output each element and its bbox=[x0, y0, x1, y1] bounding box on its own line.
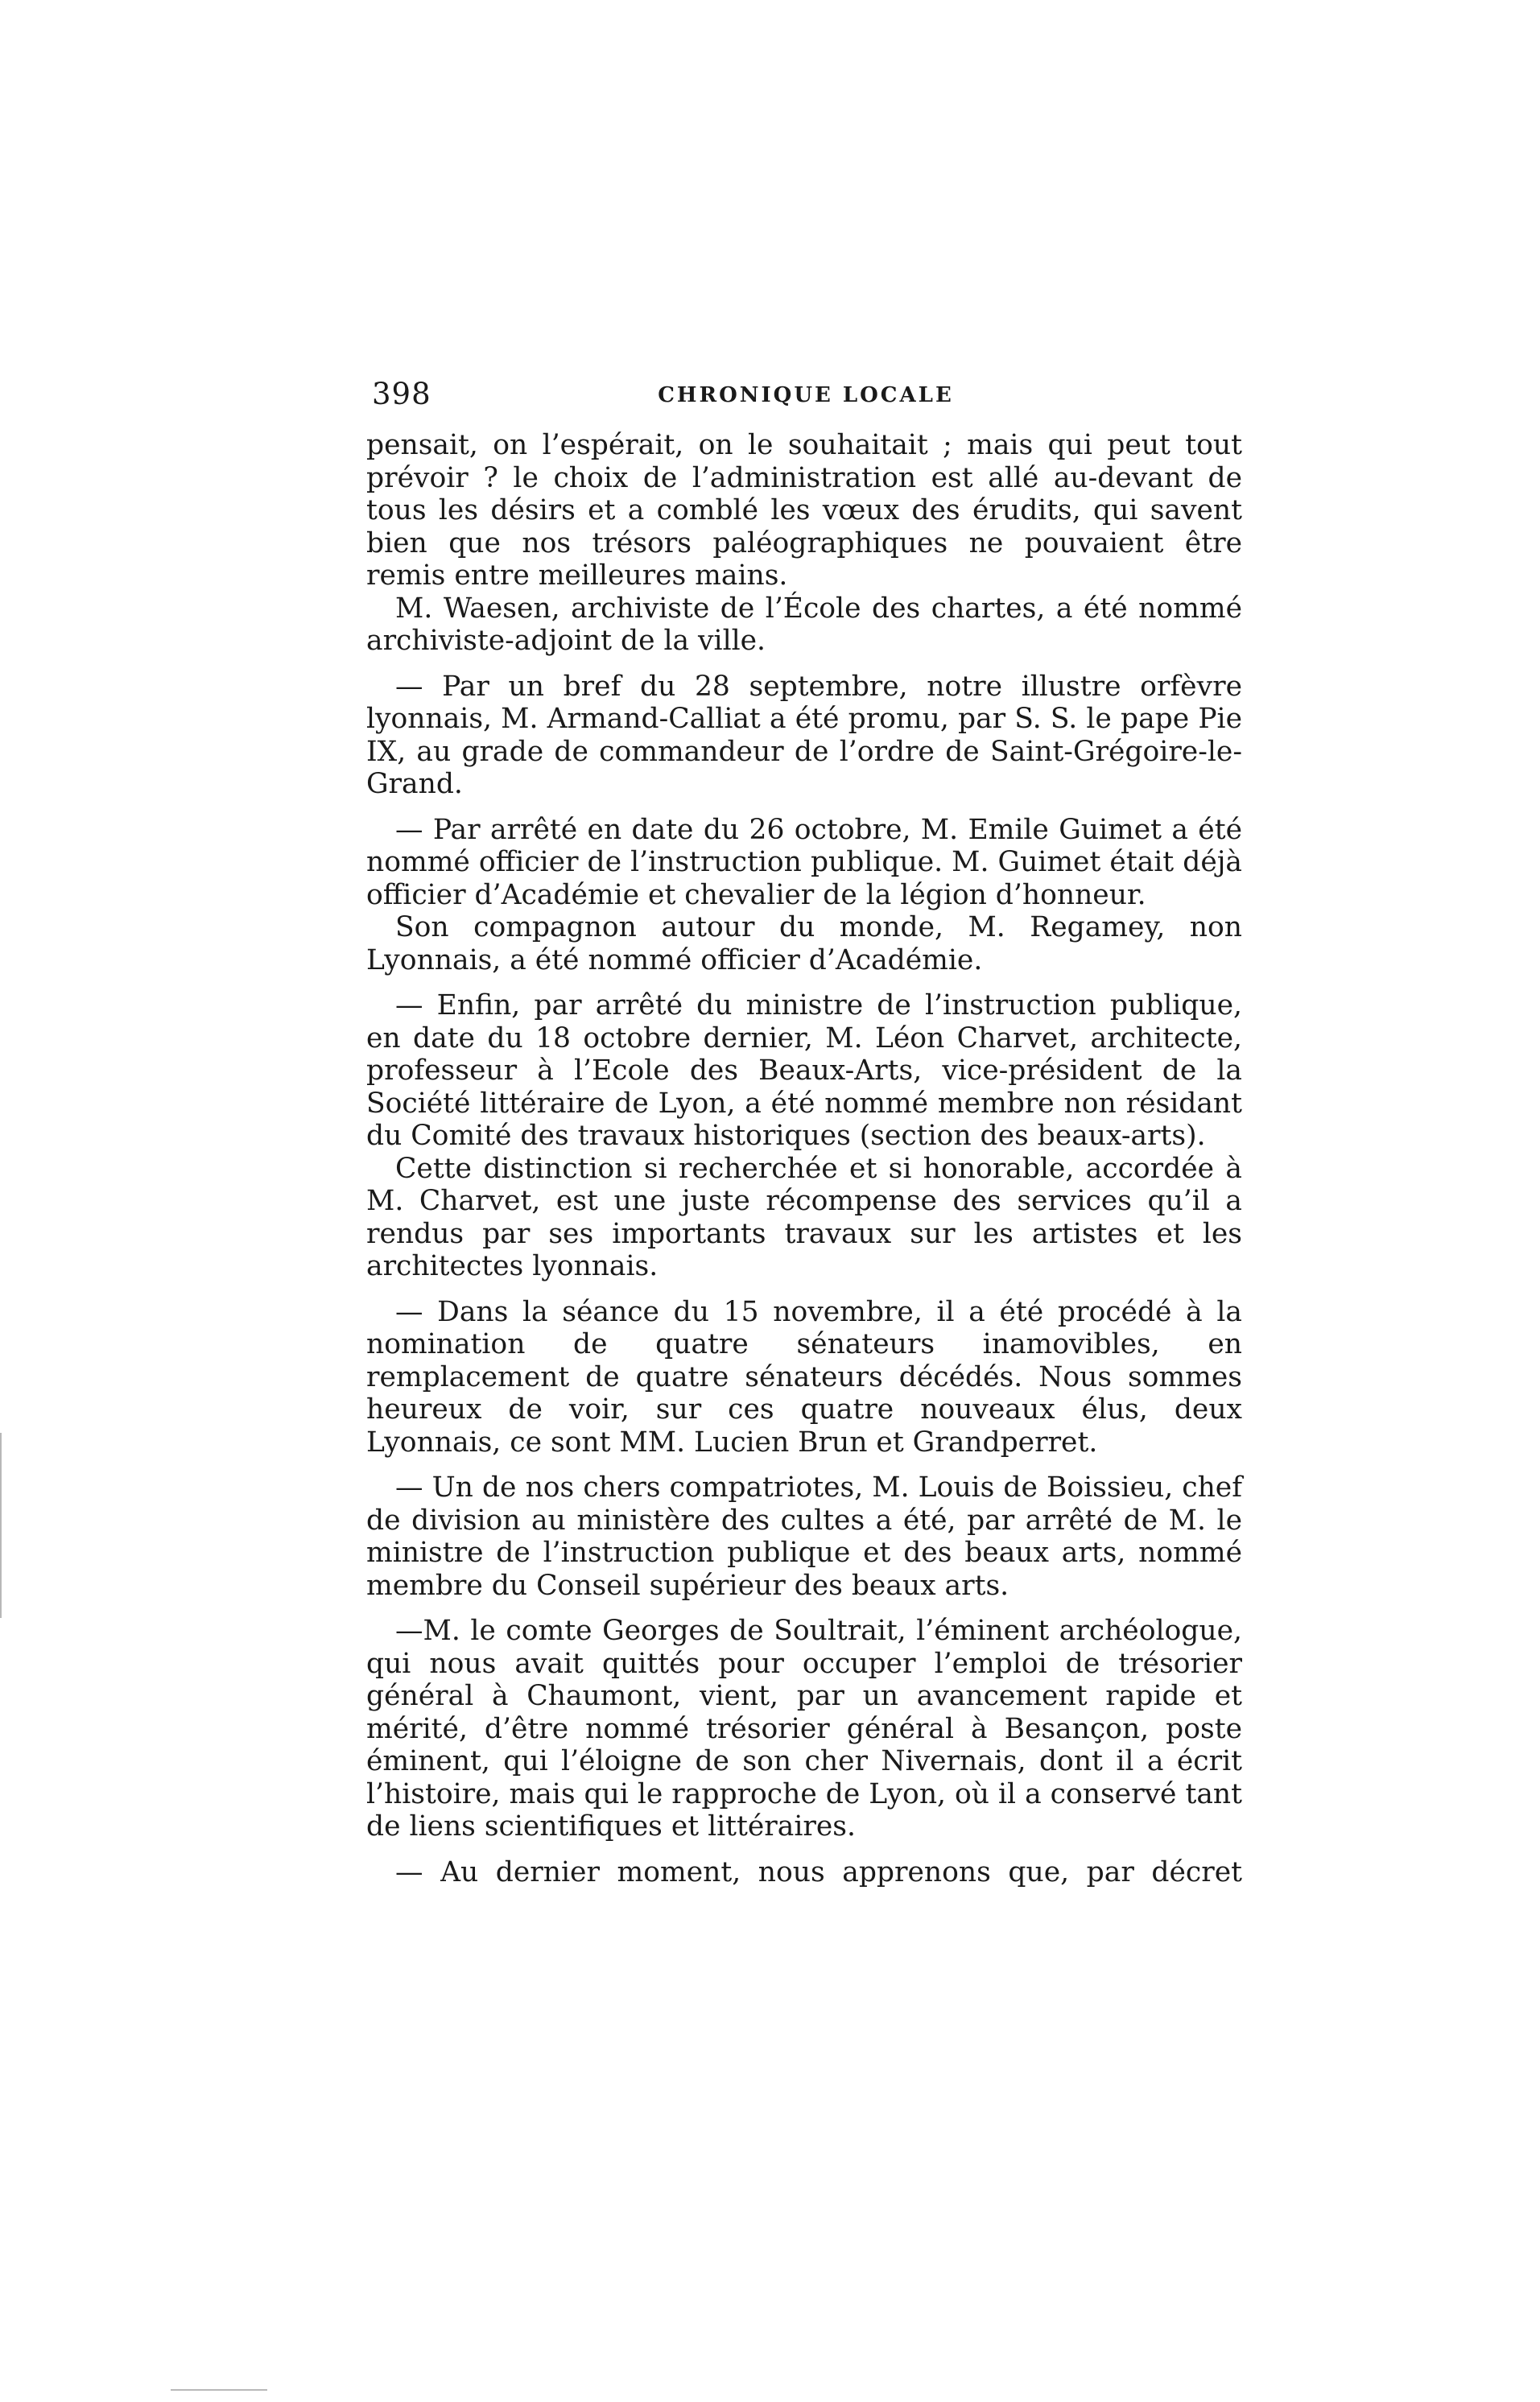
paragraph-7: Cette distinction si recherchée et si honorable, accordée à M. Charvet, est une juste récompense des services qu’il a rendus par ses importants travaux sur les artistes et les architectes lyonnais. bbox=[366, 1152, 1242, 1282]
paragraph-1: pensait, on l’espérait, on le souhaitait ; mais qui peut tout prévoir ? le choix de l’administration est allé au-devant de tous les désirs et a comblé les vœux des érudits, qui savent bien que nos trésors paléographiques ne pouvaient être remis entre meilleures mains. bbox=[366, 429, 1242, 592]
paragraph-5: Son compagnon autour du monde, M. Regamey, non Lyonnais, a été nommé officier d’Académie. bbox=[366, 911, 1242, 976]
paragraph-3: — Par un bref du 28 septembre, notre illustre orfèvre lyonnais, M. Armand-Calliat a été promu, par S. S. le pape Pie IX, au grade de commandeur de l’ordre de Saint-Grégoire-le-Grand. bbox=[366, 670, 1242, 800]
paragraph-10: —M. le comte Georges de Soultrait, l’éminent archéologue, qui nous avait quittés pour occuper l’emploi de trésorier général à Chaumont, vient, par un avancement rapide et mérité, d’être nommé trésorier général à Besançon, poste éminent, qui l’éloigne de son cher Nivernais, dont il a écrit l’histoire, mais qui le rapproche de Lyon, où il a conservé tant de liens scientifiques et littéraires. bbox=[366, 1615, 1242, 1843]
paragraph-11: — Au dernier moment, nous apprenons que, par décret bbox=[395, 1855, 1242, 1888]
page-number: 398 bbox=[372, 377, 431, 411]
body-text bbox=[366, 429, 1242, 1888]
page-header bbox=[372, 377, 1240, 417]
paragraph-2: M. Waesen, archiviste de l’École des chartes, a été nommé archiviste-adjoint de la ville. bbox=[366, 592, 1242, 657]
running-title: CHRONIQUE LOCALE bbox=[658, 383, 954, 407]
margin-scan-mark-left bbox=[0, 1433, 2, 1618]
paragraph-4: — Par arrêté en date du 26 octobre, M. Emile Guimet a été nommé officier de l’instruction publique. M. Guimet était déjà officier d’Académie et chevalier de la légion d’honneur. bbox=[366, 813, 1242, 911]
margin-scan-mark-bottom bbox=[171, 2389, 267, 2391]
paragraph-8: — Dans la séance du 15 novembre, il a été procédé à la nomination de quatre sénateurs inamovibles, en remplacement de quatre sénateurs décédés. Nous sommes heureux de voir, sur ces quatre nouveaux élus, deux Lyonnais, ce sont MM. Lucien Brun et Grandperret. bbox=[366, 1295, 1242, 1459]
paragraph-9: — Un de nos chers compatriotes, M. Louis de Boissieu, chef de division au ministère des cultes a été, par arrêté de M. le ministre de l’instruction publique et des beaux arts, nommé membre du Conseil supérieur des beaux arts. bbox=[366, 1471, 1242, 1602]
paragraph-6: — Enfin, par arrêté du ministre de l’instruction publique, en date du 18 octobre dernier, M. Léon Charvet, architecte, professeur à l’Ecole des Beaux-Arts, vice-président de la Société littéraire de Lyon, a été nommé membre non résidant du Comité des travaux historiques (section des beaux-arts). bbox=[366, 989, 1242, 1152]
